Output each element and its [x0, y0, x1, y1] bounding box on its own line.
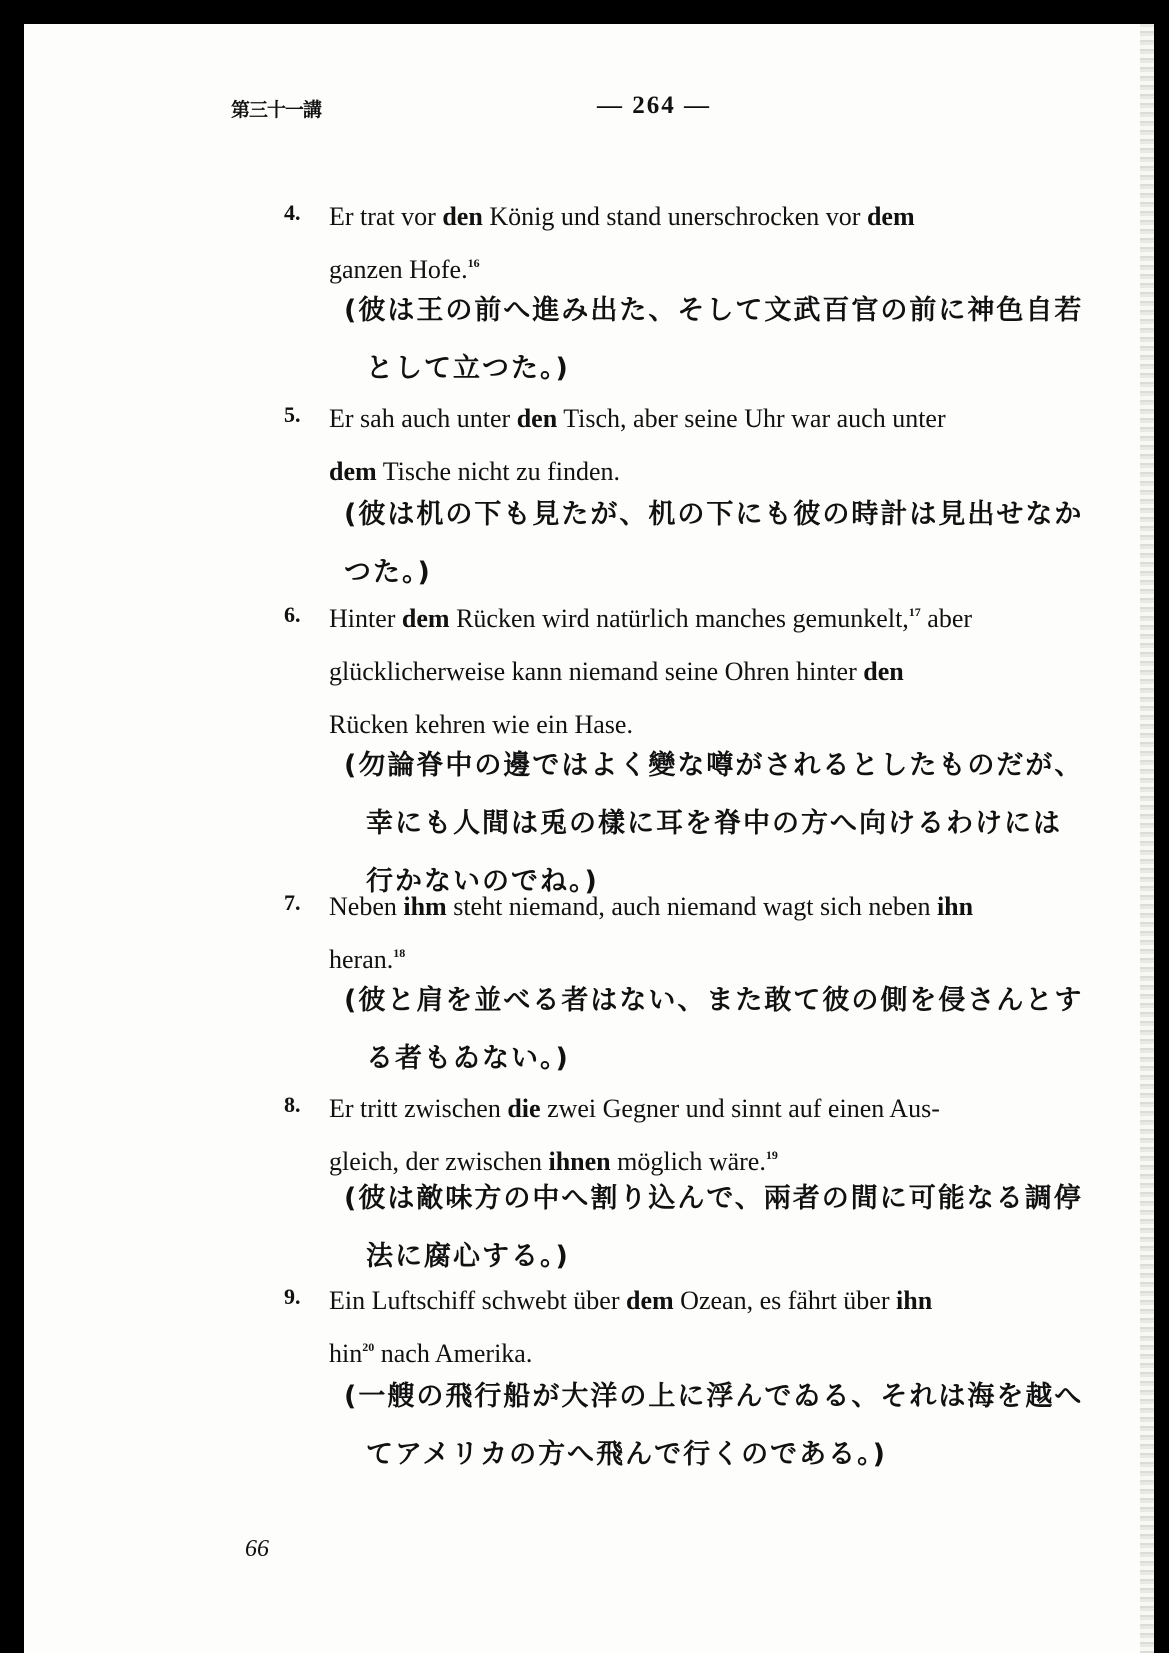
folio-number: 66: [245, 1536, 269, 1562]
text-run: Er sah auch unter: [329, 404, 517, 433]
text-run: ganzen Hofe.: [329, 255, 468, 284]
emphasized-word: dem: [401, 604, 450, 633]
translation-line: 幸にも人間は兎の樣に耳を脊中の方へ向けるわけには: [366, 808, 1062, 839]
footnote-marker: 19: [765, 1148, 778, 1162]
text-run: Er tritt zwischen: [329, 1094, 508, 1123]
text-run: gleich, der zwischen: [329, 1147, 549, 1176]
text-run: Rücken kehren wie ein Hase.: [329, 710, 633, 739]
emphasized-word: dem: [329, 457, 377, 486]
translation-line: (彼は王の前へ進み出た、そして文武百官の前に神色自若: [344, 295, 1084, 326]
german-line: [329, 645, 1097, 698]
translation-line: 行かないのでね。): [366, 866, 599, 897]
japanese-translation: [344, 972, 1104, 1088]
translation-line: (一艘の飛行船が大洋の上に浮んでゐる、それは海を越へ: [344, 1381, 1084, 1412]
page-number: — 264 —: [597, 92, 711, 119]
footnote-marker: 18: [393, 946, 406, 960]
text-run: Ozean, es fährt über: [673, 1286, 897, 1315]
footnote-marker: 16: [467, 256, 480, 270]
text-run: Rücken wird natürlich manches gemunkelt,: [449, 604, 909, 633]
translation-line: (彼は机の下も見たが、机の下にも彼の時計は見出せなか: [344, 499, 1084, 530]
text-run: Neben: [329, 892, 404, 921]
footnote-marker: 17: [908, 605, 921, 619]
text-run: nach Amerika.: [374, 1339, 533, 1368]
japanese-translation: [344, 1368, 1104, 1484]
german-line: [329, 392, 1097, 445]
german-line: [329, 1274, 1097, 1327]
german-sentence: [329, 880, 1097, 986]
translation-line: として立つた。): [366, 353, 570, 384]
text-run: aber: [920, 604, 973, 633]
entry-number: 4.: [284, 200, 301, 225]
emphasized-word: den: [442, 202, 483, 231]
text-run: Hinter: [329, 604, 402, 633]
text-run: hin: [329, 1339, 363, 1368]
chapter-heading: 第三十一講: [231, 99, 322, 121]
text-run: zwei Gegner und sinnt auf einen Aus-: [540, 1094, 940, 1123]
entry-number: 8.: [284, 1092, 301, 1117]
text-run: Tisch, aber seine Uhr war auch unter: [557, 404, 946, 433]
entry-number: 5.: [284, 402, 301, 427]
text-run: König und stand unerschrocken vor: [482, 202, 867, 231]
translation-line: (彼は敵味方の中へ割り込んで、兩者の間に可能なる調停: [344, 1183, 1083, 1214]
emphasized-word: die: [507, 1094, 541, 1123]
emphasized-word: dem: [626, 1286, 674, 1315]
translation-line: てアメリカの方へ飛んで行くのである。): [366, 1439, 887, 1470]
emphasized-word: ihn: [936, 892, 974, 921]
text-run: möglich wäre.: [610, 1147, 766, 1176]
german-sentence: [329, 190, 1097, 296]
translation-line: 法に腐心する。): [366, 1241, 570, 1272]
japanese-translation: [344, 486, 1104, 602]
entry-number: 9.: [284, 1284, 301, 1309]
emphasized-word: ihn: [896, 1286, 933, 1315]
japanese-translation: [344, 282, 1104, 398]
text-run: Ein Luftschiff schwebt über: [329, 1286, 626, 1315]
entry-number: 7.: [284, 890, 301, 915]
emphasized-word: den: [516, 404, 558, 433]
german-line: [329, 880, 1097, 933]
translation-line: (彼と肩を並べる者はない、また敢て彼の側を侵さんとす: [344, 985, 1084, 1016]
german-sentence: [329, 1274, 1097, 1380]
emphasized-word: ihm: [403, 892, 447, 921]
emphasized-word: dem: [866, 202, 915, 231]
text-run: Tische nicht zu finden.: [376, 457, 621, 486]
japanese-translation: [344, 1170, 1104, 1286]
text-run: Er trat vor: [329, 202, 443, 231]
text-run: steht niemand, auch niemand wagt sich neben: [446, 892, 937, 921]
emphasized-word: ihnen: [548, 1147, 611, 1176]
entry-number: 6.: [284, 602, 301, 627]
page-edge: [1140, 24, 1154, 1653]
text-run: glücklicherweise kann niemand seine Ohren hinter: [329, 657, 864, 686]
german-line: [329, 1082, 1097, 1135]
translation-line: る者もゐない。): [366, 1043, 570, 1074]
text-run: heran.: [329, 945, 394, 974]
footnote-marker: 20: [362, 1340, 375, 1354]
german-line: [329, 190, 1097, 243]
german-sentence: [329, 592, 1097, 751]
emphasized-word: den: [863, 657, 904, 686]
german-line: [329, 592, 1097, 645]
german-sentence: [329, 392, 1097, 498]
translation-line: つた。): [344, 557, 432, 588]
translation-line: (勿論脊中の邊ではよく變な噂がされるとしたものだが、: [344, 750, 1084, 781]
